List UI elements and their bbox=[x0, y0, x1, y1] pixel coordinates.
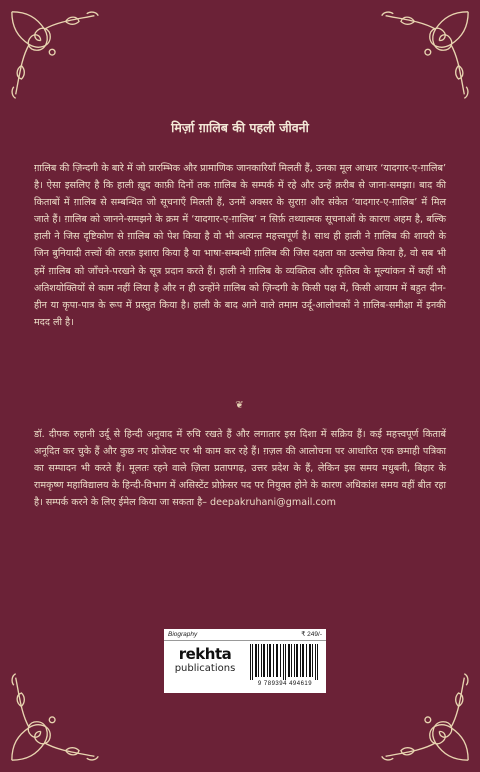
genre-price-strip bbox=[164, 629, 326, 641]
corner-ornament-top-left bbox=[8, 8, 104, 104]
publisher-logo-sub: publications bbox=[174, 663, 236, 674]
book-summary-paragraph: ग़ालिब की ज़िन्दगी के बारे में जो प्रारम्भिक और प्रामाणिक जानकारियाँ मिलती हैं, उनका मूल आधार ‘यादगार-ए-ग़ालिब’ है। ऐसा इसलिए है कि हाली ख़ुद काफ़ी दिनों तक ग़ालिब के सम्पर्क में रहे और उन्हें क़रीब से जाना-समझा। बाद की किताबों में ग़ालिब से सम्बन्धित जो सूचनाएँ मिलती हैं, उनमें अक्सर के सुराग़ और संकेत ‘यादगार-ए-ग़ालिब’ में मिल जाते हैं। ग़ालिब को जानने-समझने के क्रम में ‘यादगार-ए-ग़ालिब’ न सिर्फ़ तथ्यात्मक सूचनाओं के कारण अहम है, बल्कि हाली ने जिस दृष्टिकोण से ग़ालिब को पेश किया है वो भी अत्यन्त महत्त्वपूर्ण है। साथ ही हाली ने ग़ालिब की शायरी के जिन बुनियादी तत्त्वों की तरफ़ इशारा किया है या भाषा-सम्बन्धी ग़ालिब की जिस दक्षता का उल्लेख किया है, वो सब भी हमें ग़ालिब को जाँचने-परखने के सूत्र प्रदान करते हैं। हाली ने ग़ालिब के व्यक्तित्व और कृतित्व के मूल्यांकन में कहीं भी अतिशयोक्तियों से काम नहीं लिया है और न ही उन्होंने ग़ालिब को ज़िन्दगी के किसी पक्ष में, किसी आयाम में बहुत दीन-हीन या कृपा-पात्र के रूप में प्रस्तुत किया है। हाली के बाद आने वाले तमाम उर्दू-आलोचकों ने ग़ालिब-समीक्षा में इनकी मदद ली है। bbox=[34, 163, 446, 328]
section-title: मिर्ज़ा ग़ालिब की पहली जीवनी bbox=[171, 120, 309, 135]
publisher-logo bbox=[167, 645, 243, 681]
barcode-panel bbox=[164, 629, 326, 693]
isbn-number: 9 789394 494619 bbox=[257, 681, 313, 687]
corner-ornament-bottom-right bbox=[376, 668, 472, 764]
isbn-barcode bbox=[248, 644, 322, 680]
price-label: ₹ 249/- bbox=[301, 631, 322, 638]
flourish-divider: ❦ bbox=[235, 400, 245, 411]
corner-ornament-top-right bbox=[376, 8, 472, 104]
corner-ornament-bottom-left bbox=[8, 668, 104, 764]
genre-label: Biography bbox=[168, 631, 198, 638]
publisher-logo-main: rekhta bbox=[178, 645, 232, 663]
author-bio-paragraph: डॉ. दीपक रुहानी उर्दू से हिन्दी अनुवाद में रुचि रखते हैं और लगातार इस दिशा में सक्रिय हैं। कई महत्त्वपूर्ण किताबें अनूदित कर चुके हैं और कुछ नए प्रोजेक्ट पर भी काम कर रहे हैं। ग़ज़ल की आलोचना पर आधारित एक छमाही पत्रिका का सम्पादन भी करते हैं। मूलतः रहने वाले ज़िला प्रतापगढ़, उत्तर प्रदेश के हैं, लेकिन इस समय मधुबनी, बिहार के रामकृष्ण महाविद्यालय के हिन्दी-विभाग में असिस्टेंट प्रोफ़ेसर पद पर नियुक्त होने के कारण अधिकांश समय वहीं बीत रहा है। सम्पर्क करने के लिए ईमेल किया जा सकता है– deepakruhani@gmail.com bbox=[34, 429, 446, 509]
